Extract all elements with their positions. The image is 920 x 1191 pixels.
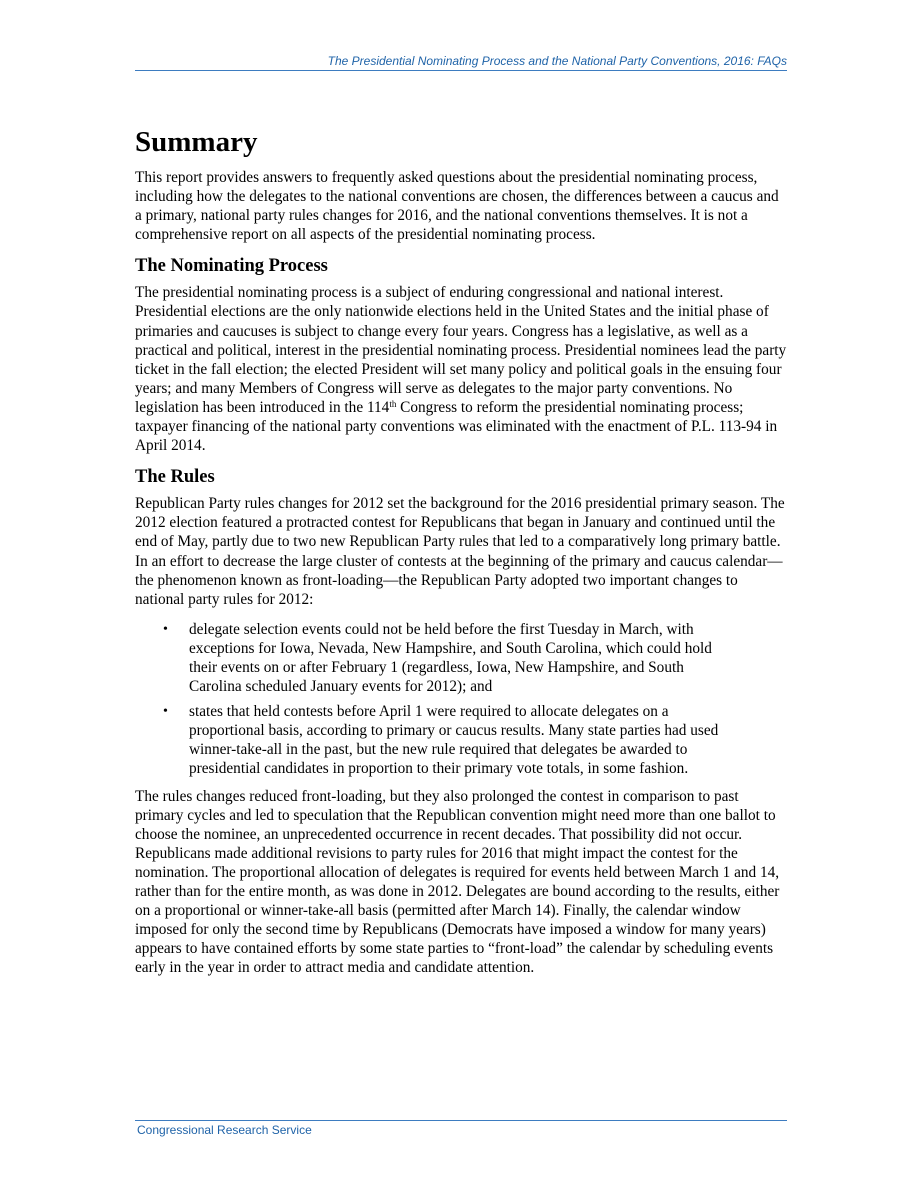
footer-organization: Congressional Research Service xyxy=(137,1123,312,1137)
rules-paragraph-1: Republican Party rules changes for 2012 set the background for the 2016 presidential primary season. The 2012 election featured a protracted contest for Republicans that began in January and continued until the end of May, partly due to two new Republican Party rules that led to a comparatively long primary battle. In an effort to decrease the large cluster of contests at the beginning of the primary and caucus calendar—the phenomenon known as front-loading—the Republican Party adopted two important changes to national party rules for 2012: xyxy=(135,495,785,608)
bullet-icon: • xyxy=(163,621,168,637)
summary-intro-paragraph: This report provides answers to frequently asked questions about the presidential nominating process, including how the delegates to the national conventions are chosen, the differences between a caucus and a primary, national party rules changes for 2016, and the national conventions themselves. It is not a comprehensive report on all aspects of the presidential nominating process. xyxy=(135,169,779,244)
nominating-process-text-part2: Congress to reform the presidential nominating process; taxpayer financing of the national party conventions was eliminated with the enactment of P.L. 113-94 in April 2014. xyxy=(135,398,778,455)
running-header xyxy=(135,53,787,71)
summary-title: Summary xyxy=(135,126,258,158)
list-item xyxy=(135,702,734,778)
rules-paragraph-2: The rules changes reduced front-loading, but they also prolonged the contest in comparison to past primary cycles and led to speculation that the Republican convention might need more than one ballot to choose the nominee, an unprecedented occurrence in recent decades. That possibility did not occur. Republicans made additional revisions to party rules for 2016 that might impact the contest for the nomination. The proportional allocation of delegates is required for events held between March 1 and 14, rather than for the entire month, as was done in 2012. Delegates are bound according to the results, either on a proportional or winner-take-all basis (permitted after March 14). Finally, the calendar window imposed for only the second time by Republicans (Democrats have imposed a window for many years) appears to have contained efforts by some state parties to “front-load” the calendar by scheduling events early in the year in order to attract media and candidate attention. xyxy=(135,787,780,977)
nominating-process-heading: The Nominating Process xyxy=(135,256,328,277)
document-body xyxy=(135,124,787,977)
rules-heading: The Rules xyxy=(135,467,215,488)
nominating-process-paragraph xyxy=(135,283,787,455)
rules-bullet-list xyxy=(135,620,787,779)
ordinal-suffix: th xyxy=(389,398,397,409)
footer-divider xyxy=(135,1120,787,1121)
running-header-title: The Presidential Nominating Process and the National Party Conventions, 2016: FAQs xyxy=(327,54,787,68)
list-item-text: delegate selection events could not be held before the first Tuesday in March, with exceptions for Iowa, Nevada, New Hampshire, and South Carolina, which could hold their events on or after February 1 (regardless, Iowa, New Hampshire, and South Carolina scheduled January events for 2012); and xyxy=(189,620,712,696)
bullet-icon: • xyxy=(163,704,168,720)
list-item xyxy=(135,620,734,696)
nominating-process-text-part1: The presidential nominating process is a subject of enduring congressional and national interest. Presidential elections are the only nationwide elections held in the United States and the initial phase of primaries and caucuses is subject to change every four years. Congress has a legislative, as well as a practical and political, interest in the presidential nominating process. Presidential nominees lead the party ticket in the fall election; the elected President will set many policy and political goals in the ensuing four years; and many Members of Congress will serve as delegates to the major party conventions. No legislation has been introduced in the 114 xyxy=(135,284,787,416)
list-item-text: states that held contests before April 1 were required to allocate delegates on a proportional basis, according to primary or caucus results. Many state parties had used winner-take-all in the past, but the new rule required that delegates be awarded to presidential candidates in proportion to their primary vote totals, in some fashion. xyxy=(189,703,719,778)
